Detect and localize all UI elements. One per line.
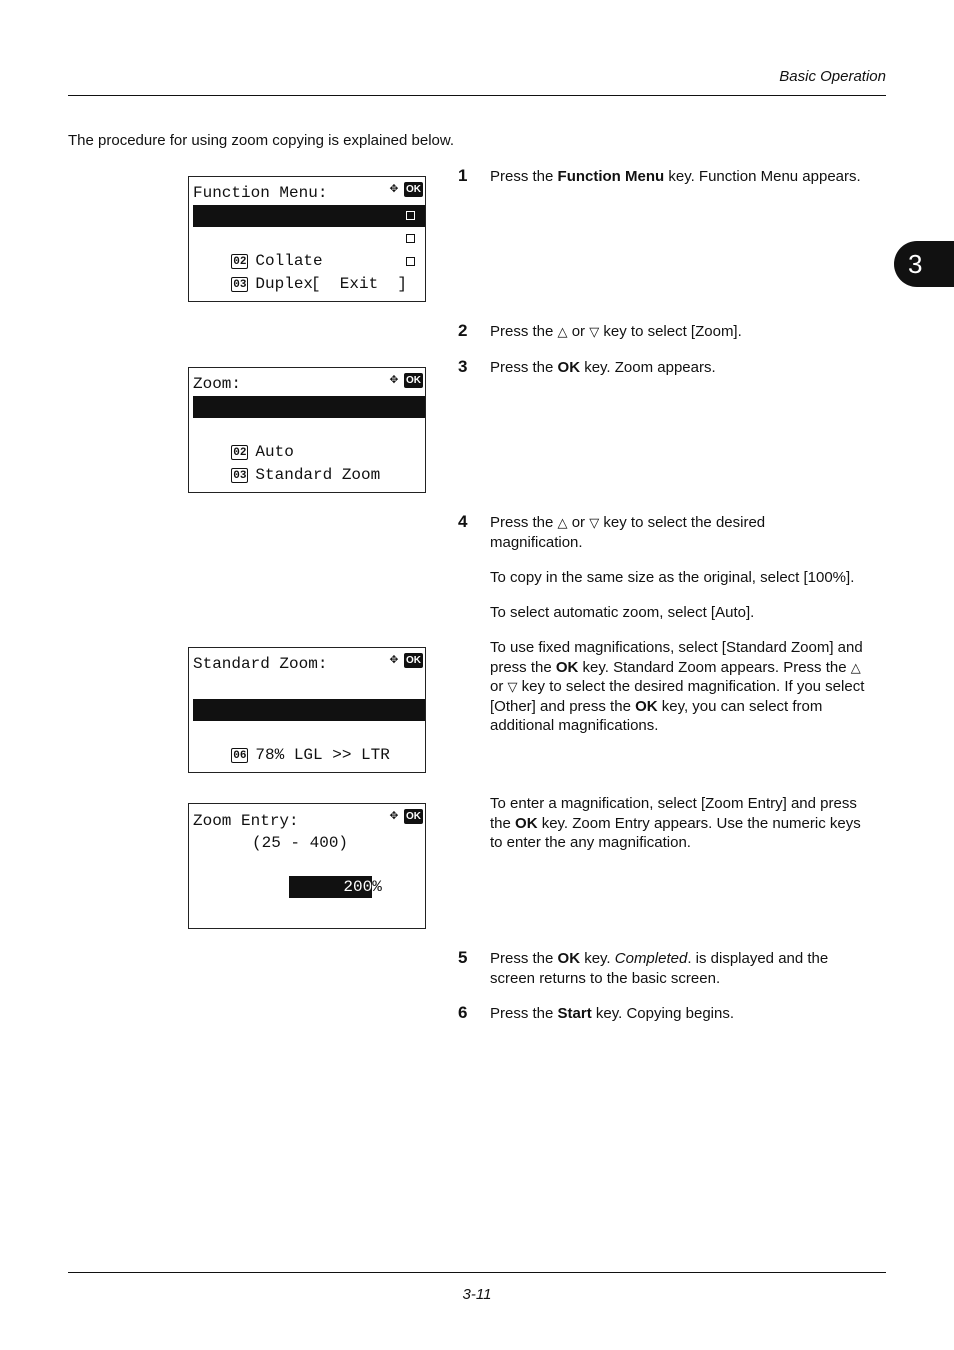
four-way-arrows-icon: ✥ bbox=[389, 372, 399, 388]
zoom-value: 200 bbox=[289, 876, 372, 898]
step-4-note-same-size: To copy in the same size as the original, select [100%]. bbox=[490, 569, 855, 586]
lcd-standard-zoom bbox=[188, 647, 426, 773]
checkbox-icon bbox=[406, 234, 415, 243]
menu-item-100-percent[interactable] bbox=[193, 699, 425, 741]
step-number: 6 bbox=[458, 1003, 468, 1022]
ok-key-icon: OK bbox=[406, 654, 421, 666]
key-name: Function Menu bbox=[557, 168, 665, 185]
menu-item-label: *100% bbox=[248, 723, 297, 741]
menu-item-label: Auto bbox=[255, 443, 294, 461]
ok-key-icon: OK bbox=[406, 183, 421, 195]
nav-keys bbox=[386, 181, 423, 197]
lcd-title: Function Menu: bbox=[193, 184, 328, 202]
step-number: 2 bbox=[458, 321, 468, 340]
page-number: 3-11 bbox=[462, 1286, 492, 1303]
menu-item-label: *100% bbox=[248, 420, 297, 438]
four-way-arrows-icon: ✥ bbox=[389, 652, 399, 668]
item-number-badge: 01 bbox=[233, 424, 247, 436]
four-way-arrows-icon: ✥ bbox=[389, 181, 399, 197]
lcd-title: Standard Zoom: bbox=[193, 655, 328, 673]
menu-item-label: Collate bbox=[255, 252, 323, 270]
up-arrow-icon: △ bbox=[557, 515, 568, 530]
step-number: 5 bbox=[458, 948, 468, 967]
item-number-badge: 02 bbox=[233, 256, 247, 268]
step-3-text: Press the OK key. Zoom appears. bbox=[490, 359, 716, 376]
step-4-note-zoom-entry: To enter a magnification, select [Zoom Entry] and press the OK key. Zoom Entry appears. Use the numeric keys to enter the any magnification. bbox=[490, 795, 861, 851]
step-1-text: Press the Function Menu key. Function Menu appears. bbox=[490, 168, 861, 185]
step-5-text: Press the OK key. Completed. is displayed and the screen returns to the basic screen. bbox=[490, 950, 829, 987]
menu-item-100-percent[interactable] bbox=[193, 396, 425, 438]
chapter-tab: 3 bbox=[894, 241, 954, 287]
menu-item-collate[interactable] bbox=[193, 228, 425, 270]
item-number-badge: 05 bbox=[233, 727, 247, 739]
item-number-badge: 02 bbox=[233, 447, 247, 459]
zoom-range: (25 - 400) bbox=[252, 834, 349, 852]
step-number: 1 bbox=[458, 166, 468, 185]
intro-text: The procedure for using zoom copying is explained below. bbox=[68, 132, 455, 149]
nav-keys bbox=[386, 372, 423, 388]
checkbox-icon bbox=[406, 257, 415, 266]
step-4-note-auto: To select automatic zoom, select [Auto]. bbox=[490, 604, 755, 621]
header-rule bbox=[68, 95, 886, 96]
menu-item-auto[interactable] bbox=[193, 419, 425, 461]
step-4-text: Press the △ or ▽ key to select the desired magnification. bbox=[490, 514, 766, 551]
step-number: 3 bbox=[458, 357, 468, 376]
footer-rule bbox=[68, 1272, 886, 1273]
lcd-function-menu bbox=[188, 176, 426, 302]
menu-item-label: Paper Selection bbox=[255, 229, 400, 247]
up-arrow-icon: △ bbox=[850, 659, 861, 675]
item-number-badge: 06 bbox=[233, 750, 247, 762]
item-number-badge: 03 bbox=[233, 279, 247, 291]
menu-item-standard-zoom[interactable] bbox=[193, 442, 425, 484]
key-name: OK bbox=[557, 359, 581, 376]
menu-item-129-percent[interactable] bbox=[193, 676, 425, 698]
menu-item-label: Standard Zoom bbox=[255, 466, 381, 484]
menu-item-label: Duplex bbox=[255, 275, 314, 293]
ok-key-icon: OK bbox=[406, 374, 421, 386]
step-6-text: Press the Start key. Copying begins. bbox=[490, 1005, 735, 1022]
step-4-note-standard-zoom: To use fixed magnifications, select [Standard Zoom] and press the OK key. Standard Zoom appears. Press the △ or ▽ key to select the desired magnification. If you select [Other] and press the OK key, you can select from additional magnifications. bbox=[490, 639, 865, 734]
header-section-title: Basic Operation bbox=[779, 68, 886, 85]
zoom-entry-field[interactable] bbox=[251, 854, 425, 896]
up-arrow-icon: △ bbox=[557, 324, 568, 339]
menu-item-78-percent[interactable] bbox=[193, 722, 425, 764]
lcd-title: Zoom Entry: bbox=[193, 812, 299, 830]
menu-item-label: 78% LGL >> LTR bbox=[255, 746, 390, 764]
zoom-unit: % bbox=[372, 878, 382, 896]
exit-softkey[interactable]: [ Exit ] bbox=[311, 275, 408, 293]
step-2-text: Press the △ or ▽ key to select [Zoom]. bbox=[490, 323, 742, 340]
lcd-zoom-entry bbox=[188, 803, 426, 929]
checkbox-icon bbox=[406, 211, 415, 220]
ok-key-icon: OK bbox=[406, 810, 421, 822]
menu-item-paper-selection[interactable] bbox=[193, 205, 425, 247]
down-arrow-icon: ▽ bbox=[589, 324, 600, 339]
nav-keys bbox=[386, 808, 423, 824]
four-way-arrows-icon: ✥ bbox=[389, 808, 399, 824]
lcd-zoom bbox=[188, 367, 426, 493]
nav-keys bbox=[386, 652, 423, 668]
down-arrow-icon: ▽ bbox=[589, 515, 600, 530]
item-number-badge: 03 bbox=[233, 470, 247, 482]
step-number: 4 bbox=[458, 512, 468, 531]
item-number-badge: 01 bbox=[233, 233, 247, 245]
lcd-title: Zoom: bbox=[193, 375, 242, 393]
down-arrow-icon: ▽ bbox=[507, 679, 518, 694]
